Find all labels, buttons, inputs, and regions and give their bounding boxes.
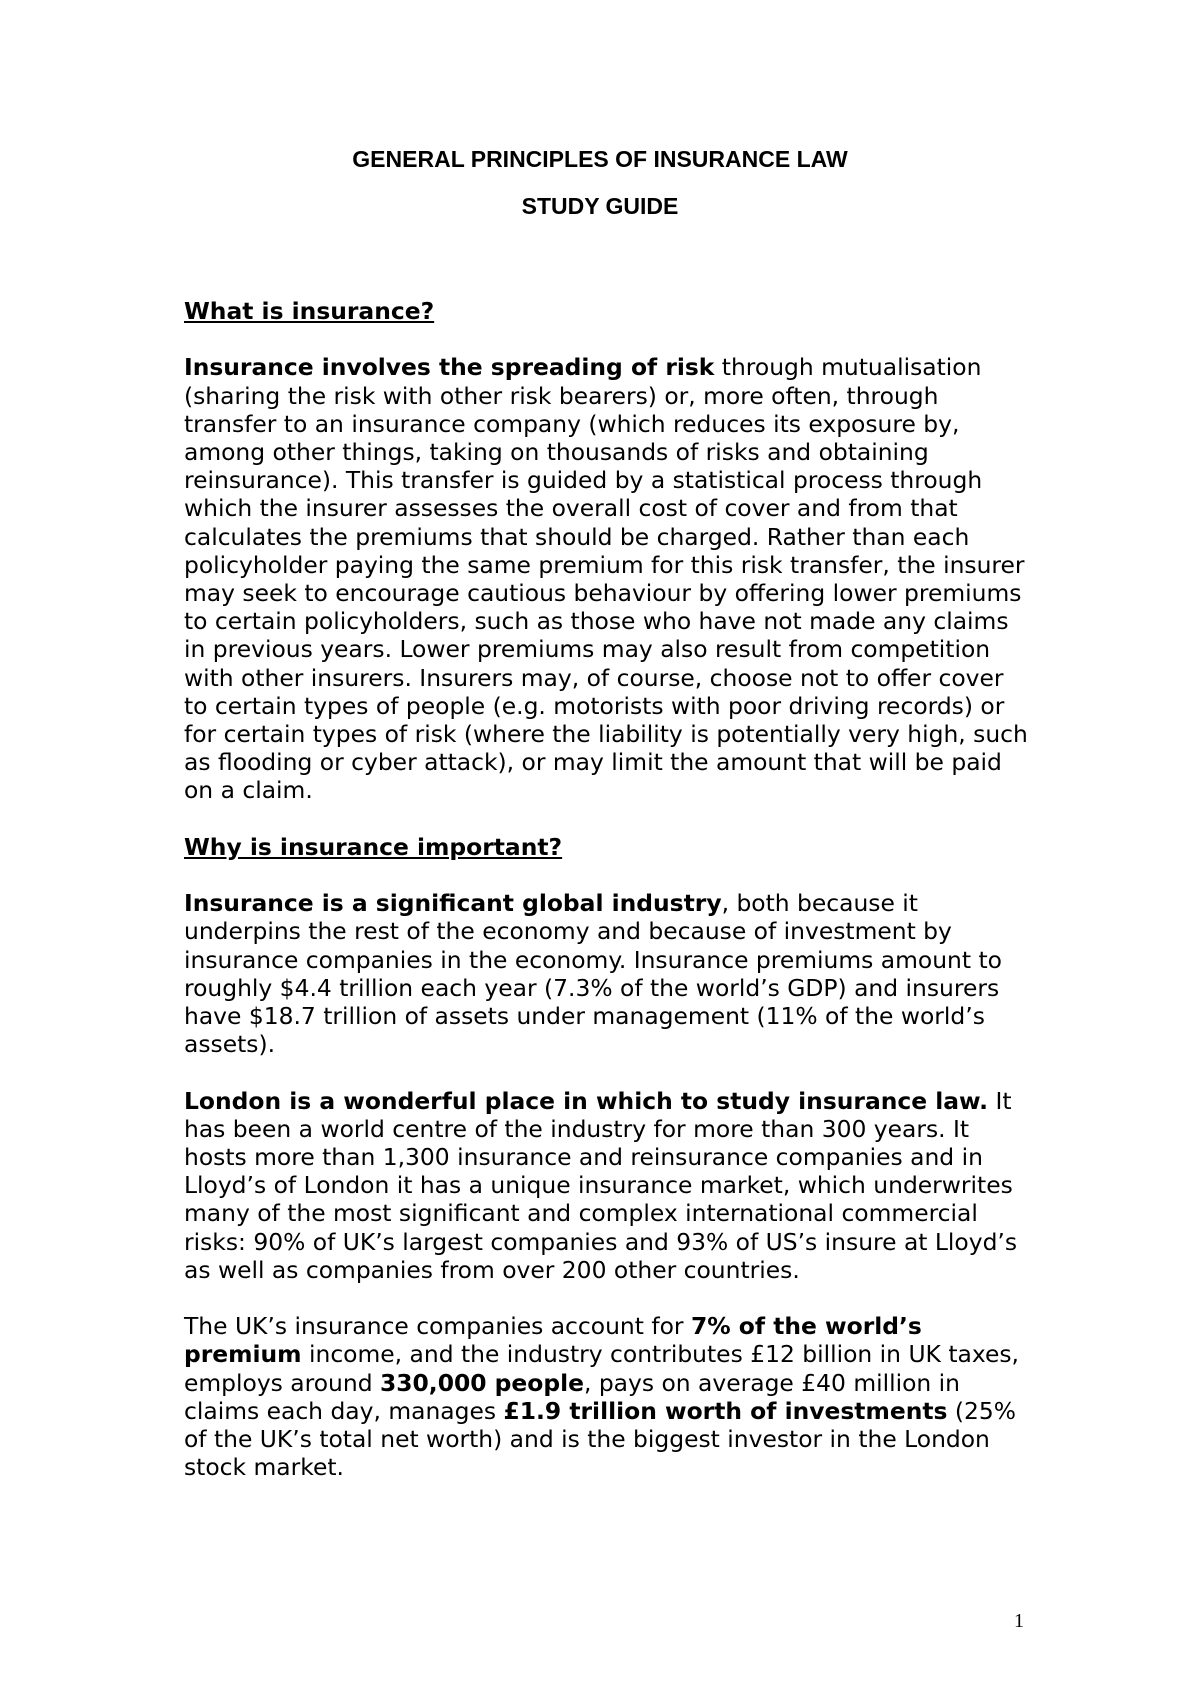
bold-phrase: Insurance is a significant global industry (184, 889, 722, 918)
paragraph-text: income, and the industry contributes £12 billion in UK taxes, employs around (184, 1340, 1019, 1397)
document-subtitle: STUDY GUIDE (521, 193, 679, 219)
bold-phrase: 330,000 people (379, 1368, 584, 1397)
paragraph-text: The UK’s insurance companies account for (184, 1312, 691, 1341)
paragraph-text: It has been a world centre of the industry for more than 300 years. It hosts more than 1,300 insurance and reinsurance companies and in Lloyd’s of London it has a unique insurance market, which underwrites many of the most significant and complex international commercial risks: 90% of UK’s largest companies and 93% of US’s insure at Lloyd’s as well as companies from over 200 other countries. (184, 1086, 1018, 1284)
document-title: GENERAL PRINCIPLES OF INSURANCE LAW (352, 146, 848, 172)
paragraph-spreading-of-risk (184, 353, 1034, 804)
page-number: 1 (1014, 1610, 1024, 1632)
paragraph-london (184, 1087, 1034, 1284)
paragraph-text: (25% of the UK’s total net worth) and is the biggest investor in the London stock market. (184, 1396, 1017, 1482)
bold-phrase: Insurance involves the spreading of risk (184, 353, 715, 382)
paragraph-text: , pays on average £40 million in claims each day, manages (184, 1368, 961, 1425)
paragraph-global-industry (184, 889, 1034, 1058)
paragraph-text: through mutualisation (sharing the risk with other risk bearers) or, more often, through transfer to an insurance company (which reduces its exposure by, among other things, taking on thousands of risks and obtaining reinsurance). This transfer is guided by a statistical process through which the insurer assesses the overall cost of cover and from that calculates the premiums that should be charged. Rather than each policyholder paying the same premium for this risk transfer, the insurer may seek to encourage cautious behaviour by offering lower premiums to certain policyholders, such as those who have not made any claims in previous years. Lower premiums may also result from competition with other insurers. Insurers may, of course, choose not to offer cover to certain types of people (e.g. motorists with poor driving records) or for certain types of risk (where the liability is potentially very high, such as flooding or cyber attack), or may limit the amount that will be paid on a claim. (184, 353, 1028, 805)
section-heading-why-important: Why is insurance important? (184, 832, 563, 861)
paragraph-text: , both because it underpins the rest of the economy and because of investment by insurance companies in the economy. Insurance premiums amount to roughly $4.4 trillion each year (7.3% of the world’s GDP) and insurers have $18.7 trillion of assets under management (11% of the world’s assets). (184, 889, 1002, 1059)
bold-phrase: London is a wonderful place in which to study insurance law. (184, 1086, 989, 1115)
paragraph-uk-statistics (184, 1312, 1034, 1481)
section-heading-what-is-insurance: What is insurance? (184, 297, 435, 325)
bold-phrase: £1.9 trillion worth of investments (503, 1396, 948, 1425)
document-body (184, 297, 1034, 1510)
bold-phrase: 7% of the world’s premium (184, 1312, 922, 1369)
